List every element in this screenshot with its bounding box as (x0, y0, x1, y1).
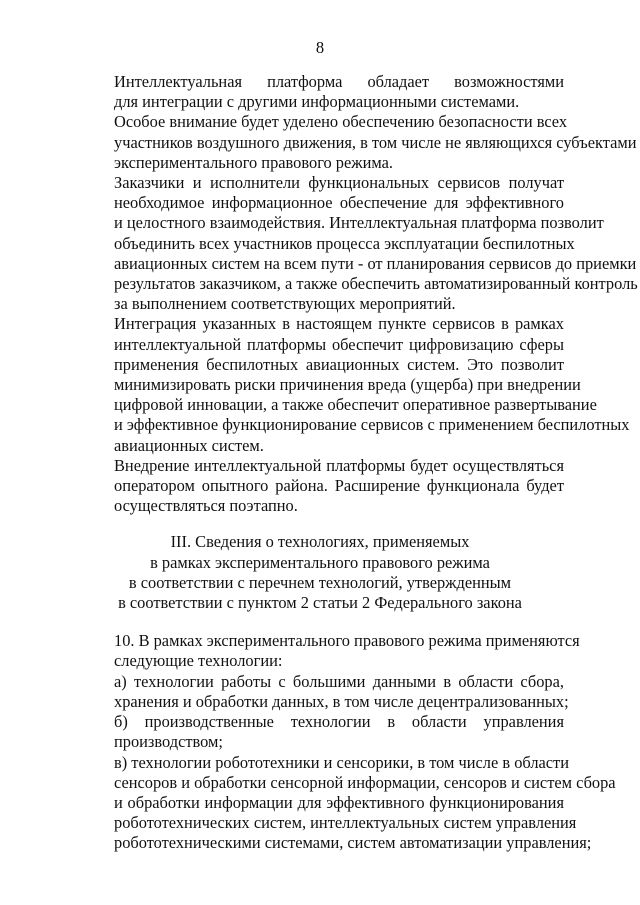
text-line: интеллектуальной платформы обеспечит цифровизацию сферы (114, 334, 564, 354)
text-line: 10. В рамках экспериментального правового режима применяются (114, 631, 580, 651)
intro-paragraph (76, 72, 564, 112)
heading-line: в рамках экспериментального правового режима (150, 552, 490, 572)
text-line: производством; (114, 732, 223, 752)
text-line: Внедрение интеллектуальной платформы будет осуществляться (114, 455, 564, 475)
text-line: цифровой инновации, а также обеспечит оперативное развертывание (114, 395, 597, 415)
technology-paragraph (76, 752, 616, 854)
text-line: авиационных систем. (114, 435, 264, 455)
intro-section (76, 72, 638, 516)
text-line: Интеграция указанных в настоящем пункте сервисов в рамках (114, 314, 564, 334)
intro-paragraph (76, 173, 638, 314)
text-line: применения беспилотных авиационных систем. Это позволит (114, 354, 564, 374)
text-line: в) технологии робототехники и сенсорики, в том числе в области (114, 752, 569, 772)
text-line: минимизировать риски причинения вреда (ущерба) при внедрении (114, 375, 581, 395)
intro-paragraph (76, 112, 637, 173)
text-line: авиационных систем на всем пути - от планирования сервисов до приемки (114, 253, 637, 273)
text-line: для интеграции с другими информационными системами. (114, 92, 520, 112)
text-line: осуществляться поэтапно. (114, 496, 298, 516)
text-line: объединить всех участников процесса эксплуатации беспилотных (114, 233, 575, 253)
text-line: робототехническими системами, систем автоматизации управления; (114, 833, 592, 853)
text-line: б) производственные технологии в области управления (114, 712, 564, 732)
document-body (76, 72, 638, 854)
text-line: и обработки информации для эффективного функционирования (114, 792, 564, 812)
text-line: результатов заказчиком, а также обеспечить автоматизированный контроль (114, 274, 638, 294)
text-line: участников воздушного движения, в том числе не являющихся субъектами (114, 132, 637, 152)
text-line: а) технологии работы с большими данными в области сбора, (114, 671, 564, 691)
text-line: экспериментального правового режима. (114, 152, 394, 172)
text-line: Особое внимание будет уделено обеспечению безопасности всех (114, 112, 568, 132)
text-line: Интеллектуальная платформа обладает возможностями (114, 72, 564, 91)
page-number: 8 (315, 38, 325, 57)
technology-paragraph (76, 631, 580, 671)
text-line: робототехнических систем, интеллектуальных систем управления (114, 813, 577, 833)
text-line: и эффективное функционирование сервисов с применением беспилотных (114, 415, 630, 435)
intro-paragraph (76, 314, 630, 455)
text-line: необходимое информационное обеспечение для эффективного (114, 193, 564, 213)
text-line: и целостного взаимодействия. Интеллектуальная платформа позволит (114, 213, 604, 233)
technology-paragraph (76, 671, 569, 712)
heading-line: III. Сведения о технологиях, применяемых (170, 532, 470, 552)
technologies-section (76, 631, 616, 853)
text-line: следующие технологии: (114, 651, 283, 671)
text-line: Заказчики и исполнители функциональных сервисов получат (114, 173, 564, 193)
heading-line: в соответствии с перечнем технологий, утвержденным (128, 572, 512, 592)
text-line: за выполнением соответствующих мероприятий. (114, 294, 456, 314)
intro-paragraph (76, 456, 564, 517)
text-line: сенсоров и обработки сенсорной информации, сенсоров и систем сбора (114, 772, 616, 792)
heading-line: в соответствии с пунктом 2 статьи 2 Федерального закона (118, 593, 522, 613)
technology-paragraph (76, 712, 564, 752)
text-line: хранения и обработки данных, в том числе децентрализованных; (114, 691, 569, 711)
section-heading (76, 532, 564, 613)
text-line: оператором опытного района. Расширение функционала будет (114, 476, 564, 496)
